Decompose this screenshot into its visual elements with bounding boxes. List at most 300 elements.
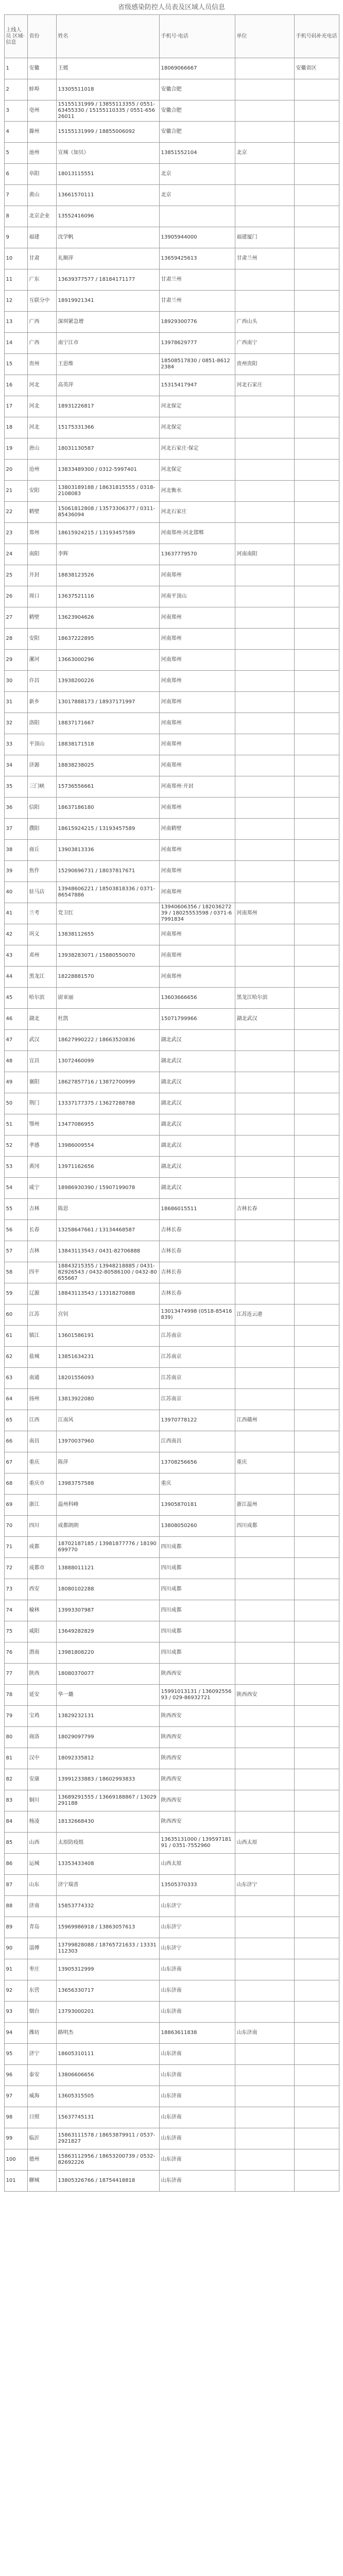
table-cell: 15 <box>4 354 27 375</box>
table-cell <box>235 523 294 544</box>
table-cell: 13838112655 <box>56 924 159 945</box>
table-cell: 95 <box>4 2044 27 2065</box>
table-cell: 1 <box>4 58 27 79</box>
table-cell <box>294 2044 339 2065</box>
table-cell <box>294 1875 339 1896</box>
table-cell: 山东济南 <box>159 1980 235 2002</box>
table-cell: 15736556661 <box>56 776 159 798</box>
table-cell: 安阳 <box>27 481 56 502</box>
table-cell: 36 <box>4 798 27 819</box>
table-cell: 运城 <box>27 1854 56 1875</box>
table-cell <box>235 1136 294 1157</box>
table-cell: 浙江 <box>27 1495 56 1516</box>
table-cell <box>235 481 294 502</box>
table-cell: 13981808220 <box>56 1642 159 1664</box>
table-row <box>4 861 339 882</box>
table-cell: 13072460099 <box>56 1051 159 1072</box>
table-cell <box>294 1452 339 1473</box>
table-cell: 扬州 <box>27 1389 56 1410</box>
table-cell: 17 <box>4 396 27 417</box>
table-cell <box>235 2128 294 2149</box>
table-cell: 河北保定 <box>159 396 235 417</box>
table-cell <box>294 1854 339 1875</box>
header-cell: 省份 <box>27 15 56 58</box>
table-cell: 华一璐 <box>56 1685 159 1706</box>
table-cell: 18031130587 <box>56 438 159 460</box>
header-cell: 手机号·电话 <box>159 15 235 58</box>
table-cell: 15071799966 <box>159 1009 235 1030</box>
table-row <box>4 945 339 967</box>
table-cell <box>235 1811 294 1833</box>
table-cell: 济南 <box>27 1896 56 1917</box>
table-cell <box>294 312 339 333</box>
table-cell: 32 <box>4 713 27 734</box>
table-cell: 18838123526 <box>56 565 159 586</box>
table-cell: 山东 <box>27 1875 56 1896</box>
table-cell: 15315417947 <box>159 375 235 396</box>
table-cell: 30 <box>4 671 27 692</box>
table-cell: 8 <box>4 206 27 227</box>
table-cell: 88 <box>4 1896 27 1917</box>
table-cell: 55 <box>4 1199 27 1220</box>
table-cell: 67 <box>4 1452 27 1473</box>
table-row <box>4 1959 339 1980</box>
table-cell <box>294 2149 339 2171</box>
table-cell: 河南郑州 <box>159 692 235 713</box>
table-cell: 河北石家庄 <box>235 375 294 396</box>
table-cell: 4 <box>4 122 27 143</box>
table-cell: 18686015511 <box>159 1199 235 1220</box>
table-cell: 13603666656 <box>159 988 235 1009</box>
table-cell: 温州科峰 <box>56 1495 159 1516</box>
table-cell: 长春 <box>27 1220 56 1241</box>
table-cell: 15155131999 / 18855006092 <box>56 122 159 143</box>
table-cell: 湖北武汉 <box>159 1178 235 1199</box>
table-cell: 18863611838 <box>159 2023 235 2044</box>
table-cell: 13843113543 / 0431-82706888 <box>56 1241 159 1262</box>
table-cell <box>235 1600 294 1621</box>
table-cell: 江西赣州 <box>235 1410 294 1431</box>
table-cell <box>294 2002 339 2023</box>
table-cell <box>235 1537 294 1558</box>
table-cell <box>294 1136 339 1157</box>
table-cell <box>294 945 339 967</box>
table-cell: 50 <box>4 1093 27 1114</box>
table-cell: 18508517830 / 0851-86122384 <box>159 354 235 375</box>
table-cell: 河北保定 <box>159 460 235 481</box>
table-cell <box>294 333 339 354</box>
table-row <box>4 1431 339 1452</box>
table-row <box>4 1748 339 1769</box>
table-cell: 重庆 <box>235 1452 294 1473</box>
table-cell <box>294 227 339 248</box>
table-cell: 甘肃兰州 <box>235 248 294 269</box>
table-row <box>4 2023 339 2044</box>
table-cell <box>235 882 294 903</box>
table-cell <box>294 544 339 565</box>
table-cell: 15637745131 <box>56 2107 159 2128</box>
table-row <box>4 2044 339 2065</box>
table-cell: 48 <box>4 1051 27 1072</box>
table-cell: 42 <box>4 924 27 945</box>
table-cell: 安徽合肥 <box>159 100 235 122</box>
table-cell <box>235 1157 294 1178</box>
table-cell: 35 <box>4 776 27 798</box>
table-cell: 13663000296 <box>56 650 159 671</box>
table-cell: 72 <box>4 1558 27 1579</box>
table-cell <box>235 2171 294 2192</box>
table-cell: 河南郑州 <box>159 798 235 819</box>
table-cell <box>294 1621 339 1642</box>
table-cell: 河南郑州 <box>159 565 235 586</box>
table-cell: 15863111578 / 18653879911 / 0537-2921827 <box>56 2128 159 2149</box>
table-cell: 黑龙江哈尔滨 <box>235 988 294 1009</box>
table-cell <box>294 438 339 460</box>
table-cell <box>294 1304 339 1326</box>
table-cell <box>294 2065 339 2086</box>
table-cell <box>235 1368 294 1389</box>
table-cell: 18843215355 / 13948218885 / 0431-82926543 / 0432-80586100 / 0432-80655667 <box>56 1262 159 1283</box>
table-cell: 湖北武汉 <box>159 1030 235 1051</box>
table-cell: 河北保定 <box>159 417 235 438</box>
table-cell: 13940606356 / 18203627239 / 18025553598 / 0371-67991834 <box>159 903 235 924</box>
table-cell: 河北 <box>27 375 56 396</box>
table-cell <box>294 1642 339 1664</box>
table-cell <box>294 143 339 164</box>
table-cell <box>294 1241 339 1262</box>
table-cell: 济宁 <box>27 2044 56 2065</box>
table-cell: 安徽合肥 <box>159 79 235 100</box>
table-cell: 14 <box>4 333 27 354</box>
table-cell <box>294 1664 339 1685</box>
table-cell: 山西太原 <box>159 1854 235 1875</box>
table-cell: 44 <box>4 967 27 988</box>
table-cell: 66 <box>4 1431 27 1452</box>
table-cell <box>294 1072 339 1093</box>
table-cell <box>235 2107 294 2128</box>
table-cell: 山东济宁 <box>235 1875 294 1896</box>
table-row <box>4 776 339 798</box>
table-cell: 蚌埠 <box>27 79 56 100</box>
table-cell <box>235 798 294 819</box>
table-cell: 江西南昌 <box>159 1431 235 1452</box>
table-cell: 福建 <box>27 227 56 248</box>
table-cell <box>235 840 294 861</box>
table-cell: 16 <box>4 375 27 396</box>
table-row <box>4 2002 339 2023</box>
table-cell: 湖北武汉 <box>159 1114 235 1136</box>
table-cell: 广西山头 <box>235 312 294 333</box>
table-cell <box>294 1769 339 1790</box>
table-cell <box>235 502 294 523</box>
table-cell: 济源 <box>27 755 56 776</box>
table-cell: 26 <box>4 586 27 607</box>
table-cell: 97 <box>4 2086 27 2107</box>
table-row <box>4 333 339 354</box>
table-cell: 河北 <box>27 396 56 417</box>
table-cell: 山东济南 <box>159 2086 235 2107</box>
table-cell: 尉亚丽 <box>56 988 159 1009</box>
table-cell: 陕西西安 <box>159 1811 235 1833</box>
table-row <box>4 798 339 819</box>
table-cell: 河南郑州 <box>235 903 294 924</box>
table-cell: 25 <box>4 565 27 586</box>
table-row <box>4 1495 339 1516</box>
table-row <box>4 1326 339 1347</box>
table-cell: 高英萍 <box>56 375 159 396</box>
table-cell <box>235 755 294 776</box>
table-cell <box>294 164 339 185</box>
table-cell: 安徽合肥 <box>159 122 235 143</box>
table-cell <box>294 396 339 417</box>
table-cell: 三门峡 <box>27 776 56 798</box>
table-cell <box>294 1811 339 1833</box>
table-cell: 河南郑州 <box>159 671 235 692</box>
table-cell: 13505370333 <box>159 1875 235 1896</box>
table-cell: 84 <box>4 1811 27 1833</box>
table-cell: 河南郑州 <box>159 840 235 861</box>
table-cell: 18838171518 <box>56 734 159 755</box>
table-cell: 13808050260 <box>159 1516 235 1537</box>
table-cell <box>235 2044 294 2065</box>
table-cell <box>235 776 294 798</box>
table-cell: 党卫红 <box>56 903 159 924</box>
table-cell <box>235 1896 294 1917</box>
table-cell <box>235 1431 294 1452</box>
table-cell: 互联分中 <box>27 291 56 312</box>
table-cell: 27 <box>4 607 27 629</box>
table-cell: 山东济南 <box>159 2044 235 2065</box>
table-cell: 15175331366 <box>56 417 159 438</box>
table-cell <box>294 1157 339 1178</box>
table-cell: 31 <box>4 692 27 713</box>
table-cell <box>294 924 339 945</box>
table-cell: 商洛 <box>27 1727 56 1748</box>
table-cell: 焦作 <box>27 861 56 882</box>
table-cell <box>159 206 235 227</box>
table-cell: 13829232131 <box>56 1706 159 1727</box>
table-cell: 13601586191 <box>56 1326 159 1347</box>
table-cell: 汉中 <box>27 1748 56 1769</box>
table-row <box>4 1262 339 1283</box>
table-cell <box>294 79 339 100</box>
table-row <box>4 1558 339 1579</box>
table-row <box>4 1790 339 1811</box>
table-cell: 咸宁 <box>27 1178 56 1199</box>
table-row <box>4 1706 339 1727</box>
table-cell: 日照 <box>27 2107 56 2128</box>
table-cell: 37 <box>4 819 27 840</box>
table-cell: 宫钊 <box>56 1304 159 1326</box>
table-cell: 18080102288 <box>56 1579 159 1600</box>
header-cell: 单位 <box>235 15 294 58</box>
table-cell: 河南郑州 <box>159 607 235 629</box>
table-row <box>4 1051 339 1072</box>
table-cell: 93 <box>4 2002 27 2023</box>
table-cell: 吉林长春 <box>159 1241 235 1262</box>
table-row <box>4 312 339 333</box>
table-row <box>4 755 339 776</box>
table-cell: 江苏 <box>27 1304 56 1326</box>
table-cell: 13991233883 / 18602993833 <box>56 1769 159 1790</box>
table-cell <box>294 460 339 481</box>
table-cell: 13623904626 <box>56 607 159 629</box>
table-cell: 15969986918 / 13863057613 <box>56 1917 159 1938</box>
table-cell: 13905312999 <box>56 1959 159 1980</box>
table-cell: 四川成都 <box>159 1621 235 1642</box>
table-row <box>4 1072 339 1093</box>
table-cell: 吉林长春 <box>235 1199 294 1220</box>
table-cell <box>235 650 294 671</box>
table-cell: 56 <box>4 1220 27 1241</box>
table-row <box>4 79 339 100</box>
table-cell: 四川成都 <box>159 1537 235 1558</box>
table-cell: 德州 <box>27 2149 56 2171</box>
table-row <box>4 227 339 248</box>
table-cell: 陈萍 <box>56 1452 159 1473</box>
table-cell: 47 <box>4 1030 27 1051</box>
table-cell: 13649282829 <box>56 1621 159 1642</box>
table-cell: 威海 <box>27 2086 56 2107</box>
table-cell: 河北石家庄 <box>159 502 235 523</box>
table-cell: 陕西西安 <box>159 1769 235 1790</box>
table-cell <box>294 798 339 819</box>
table-cell: 7 <box>4 185 27 206</box>
table-row <box>4 734 339 755</box>
table-cell: 18615924215 / 13193457589 <box>56 523 159 544</box>
table-cell <box>235 2065 294 2086</box>
table-cell: 山东济南 <box>159 2065 235 2086</box>
table-cell: 杜凯 <box>56 1009 159 1030</box>
table-cell <box>235 2149 294 2171</box>
table-row <box>4 417 339 438</box>
table-cell: 15991013131 / 13609255693 / 029-86932721 <box>159 1685 235 1706</box>
table-cell <box>235 1938 294 1959</box>
table-cell <box>294 354 339 375</box>
table-cell: 23 <box>4 523 27 544</box>
table-cell <box>235 1959 294 1980</box>
table-cell <box>294 1748 339 1769</box>
table-cell <box>235 79 294 100</box>
table-cell: 13803189188 / 18631815555 / 0318-2108083 <box>56 481 159 502</box>
table-cell <box>294 1600 339 1621</box>
table-cell: 13637779570 <box>159 544 235 565</box>
table-cell: 91 <box>4 1959 27 1980</box>
table-cell: 四川成都 <box>159 1600 235 1621</box>
table-cell <box>294 755 339 776</box>
table-cell: 榆林 <box>27 1600 56 1621</box>
table-cell <box>235 692 294 713</box>
table-cell: 湖北武汉 <box>159 1136 235 1157</box>
header-cell: 手机号码补充电话 <box>294 15 339 58</box>
table-cell: 15863112956 / 18653200739 / 0532-82692226 <box>56 2149 159 2171</box>
table-cell <box>294 185 339 206</box>
table-cell <box>294 776 339 798</box>
table-cell: 山东济南 <box>159 2149 235 2171</box>
table-cell: 洛阳 <box>27 713 56 734</box>
table-row <box>4 1516 339 1537</box>
table-cell: 王媛 <box>56 58 159 79</box>
table-cell: 89 <box>4 1917 27 1938</box>
table-cell <box>235 1790 294 1811</box>
table-cell: 四平 <box>27 1262 56 1283</box>
table-cell <box>294 1537 339 1558</box>
table-cell <box>294 1980 339 2002</box>
table-row <box>4 1157 339 1178</box>
table-row <box>4 1600 339 1621</box>
contact-table <box>4 14 339 2192</box>
table-cell: 79 <box>4 1706 27 1727</box>
table-cell: 陕西西安 <box>235 1685 294 1706</box>
table-cell <box>294 417 339 438</box>
table-cell: 河南郑州 <box>159 967 235 988</box>
table-cell: 湖北武汉 <box>159 1072 235 1093</box>
table-cell <box>294 565 339 586</box>
table-cell: 吉林 <box>27 1199 56 1220</box>
table-cell: 湖北 <box>27 1009 56 1030</box>
table-row <box>4 143 339 164</box>
table-row <box>4 269 339 291</box>
table-cell: 滁州 <box>27 122 56 143</box>
table-cell: 18605310111 <box>56 2044 159 2065</box>
table-cell: 陕西西安 <box>159 1664 235 1685</box>
table-cell <box>294 1114 339 1136</box>
table-cell: 64 <box>4 1389 27 1410</box>
table-cell <box>294 2086 339 2107</box>
table-cell: 陕西西安 <box>159 1748 235 1769</box>
table-cell: 71 <box>4 1537 27 1558</box>
table-row <box>4 1093 339 1114</box>
table-cell: 75 <box>4 1621 27 1642</box>
table-cell: 13971162656 <box>56 1157 159 1178</box>
table-cell: 商丘 <box>27 840 56 861</box>
table-cell: 13851552104 <box>159 143 235 164</box>
table-cell: 河南平顶山 <box>159 586 235 607</box>
table-cell <box>294 1283 339 1304</box>
table-cell <box>235 1051 294 1072</box>
table-cell: 山东济南 <box>235 2023 294 2044</box>
table-row <box>4 1283 339 1304</box>
table-row <box>4 988 339 1009</box>
table-cell: 18702187185 / 13981877776 / 18190699770 <box>56 1537 159 1558</box>
table-cell: 13938200226 <box>56 671 159 692</box>
table-cell: 20 <box>4 460 27 481</box>
table-row <box>4 375 339 396</box>
table-cell: 济宁瑞喜 <box>56 1875 159 1896</box>
table-cell: 沧州 <box>27 460 56 481</box>
table-cell <box>235 945 294 967</box>
table-row <box>4 291 339 312</box>
table-row <box>4 481 339 502</box>
table-cell: 陕西西安 <box>159 1790 235 1811</box>
table-cell: 43 <box>4 945 27 967</box>
table-cell: 85 <box>4 1833 27 1854</box>
table-cell: 新乡 <box>27 692 56 713</box>
table-row <box>4 1642 339 1664</box>
table-cell <box>235 819 294 840</box>
table-cell: 76 <box>4 1642 27 1664</box>
table-cell: 81 <box>4 1748 27 1769</box>
table-cell: 河南郑州·河北邯郸 <box>159 523 235 544</box>
table-cell: 13 <box>4 312 27 333</box>
table-row <box>4 502 339 523</box>
table-row <box>4 354 339 375</box>
table-row <box>4 122 339 143</box>
table-cell <box>294 502 339 523</box>
table-cell: 巩义 <box>27 924 56 945</box>
table-cell: 河北石家庄·保定 <box>159 438 235 460</box>
table-cell: 10 <box>4 248 27 269</box>
